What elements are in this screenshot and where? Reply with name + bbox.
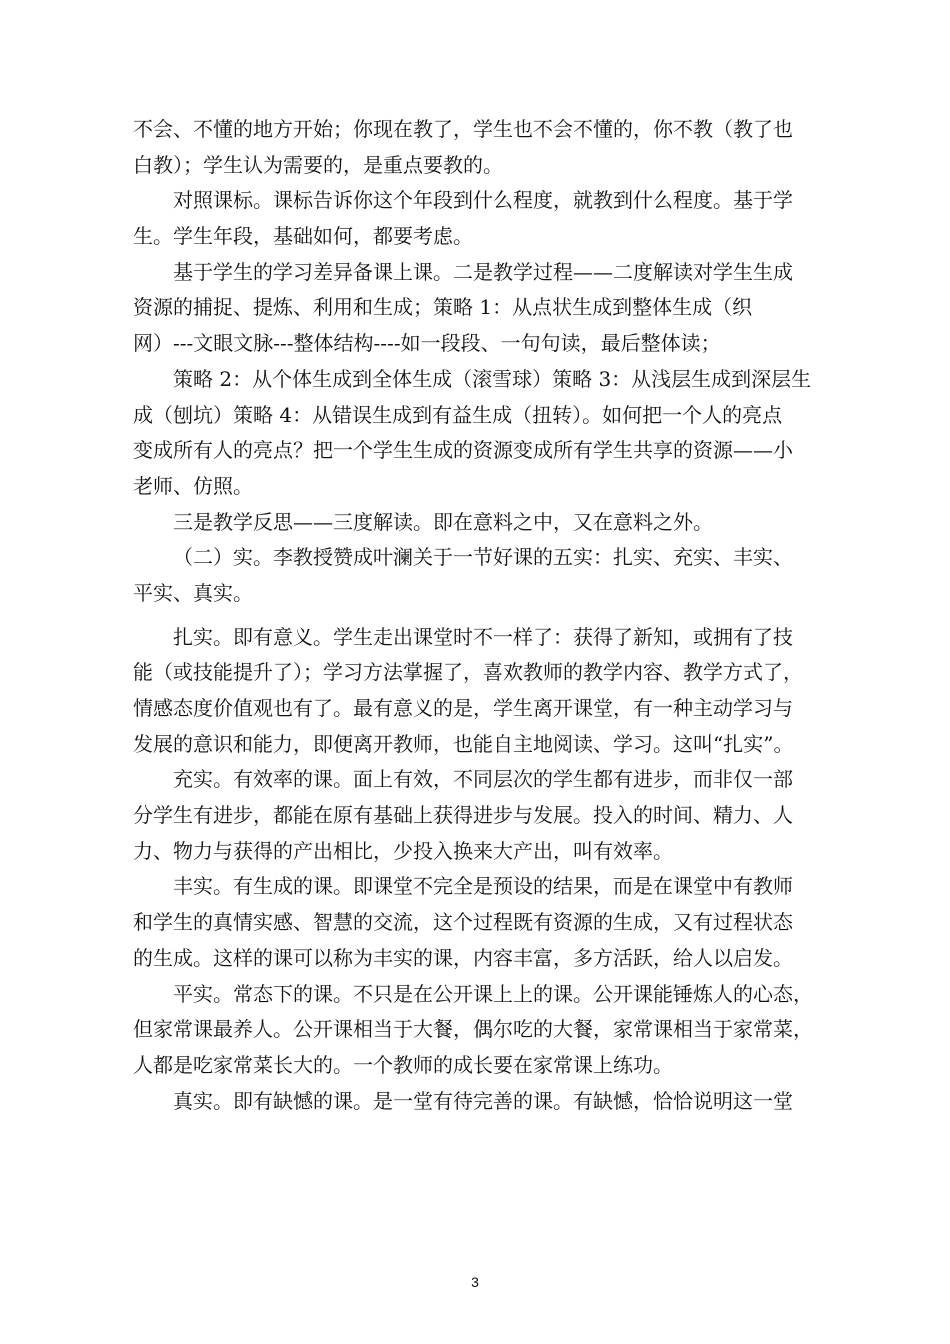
body-text	[133, 112, 823, 1119]
text-line: 不会、不懂的地方开始；你现在教了，学生也不会不懂的，你不教（教了也	[133, 117, 793, 141]
text-line: 力、物力与获得的产出相比，少投入换来大产出，叫有效率。	[133, 838, 673, 863]
text-line: 但家常课最养人。公开课相当于大餐，偶尔吃的大餐，家常课相当于家常菜，	[133, 1017, 813, 1042]
text-line: 老师、仿照。	[133, 473, 253, 498]
text-line: 策略 2：从个体生成到全体生成（滚雪球）策略 3：从浅层生成到深层生	[173, 366, 812, 391]
text-line: 平实。常态下的课。不只是在公开课上上的课。公开课能锤炼人的心态，	[173, 981, 813, 1006]
text-line: 生。学生年段，基础如何，都要考虑。	[133, 224, 473, 249]
text-line: 平实、真实。	[133, 580, 253, 605]
text-line: 情感态度价值观也有了。最有意义的是，学生离开课堂，有一种主动学习与	[133, 696, 793, 720]
text-line: 白教）；学生认为需要的，是重点要教的。	[133, 152, 503, 177]
text-line: 分学生有进步，都能在原有基础上获得进步与发展。投入的时间、精力、人	[133, 803, 793, 828]
text-line: 变成所有人的亮点？把一个学生生成的资源变成所有学生共享的资源——小	[133, 438, 793, 463]
text-line: 网）---文眼文脉---整体结构----如一段段、一句句读，最后整体读；	[133, 331, 721, 356]
text-line: 丰实。有生成的课。即课堂不完全是预设的结果，而是在课堂中有教师	[173, 874, 793, 899]
text-line: 三是教学反思——三度解读。即在意料之中，又在意料之外。	[173, 509, 713, 534]
text-line: 能（或技能提升了）；学习方法掌握了，喜欢教师的教学内容、教学方式了，	[133, 660, 803, 685]
text-line: 和学生的真情实感、智慧的交流，这个过程既有资源的生成，又有过程状态	[133, 910, 793, 935]
text-line: 扎实。即有意义。学生走出课堂时不一样了：获得了新知，或拥有了技	[173, 624, 793, 649]
text-line: 基于学生的学习差异备课上课。二是教学过程——二度解读对学生生成	[173, 259, 793, 284]
page-number: 3	[471, 1274, 479, 1290]
text-line: 充实。有效率的课。面上有效，不同层次的学生都有进步，而非仅一部	[173, 767, 793, 792]
text-line: 人都是吃家常菜长大的。一个教师的成长要在家常课上练功。	[133, 1052, 673, 1077]
text-line: （二）实。李教授赞成叶澜关于一节好课的五实：扎实、充实、丰实、	[173, 545, 793, 570]
text-line: 发展的意识和能力，即便离开教师，也能自主地阅读、学习。这叫“扎实”。	[133, 731, 794, 756]
text-line: 对照课标。课标告诉你这个年段到什么程度，就教到什么程度。基于学	[173, 188, 793, 213]
text-line: 成（刨坑）策略 4：从错误生成到有益生成（扭转）。如何把一个人的亮点	[133, 402, 783, 427]
text-line: 的生成。这样的课可以称为丰实的课，内容丰富，多方活跃，给人以启发。	[133, 945, 793, 970]
text-line: 资源的捕捉、提炼、利用和生成；策略 1：从点状生成到整体生成（织	[133, 295, 753, 320]
text-line: 真实。即有缺憾的课。是一堂有待完善的课。有缺憾，恰恰说明这一堂	[173, 1088, 793, 1113]
